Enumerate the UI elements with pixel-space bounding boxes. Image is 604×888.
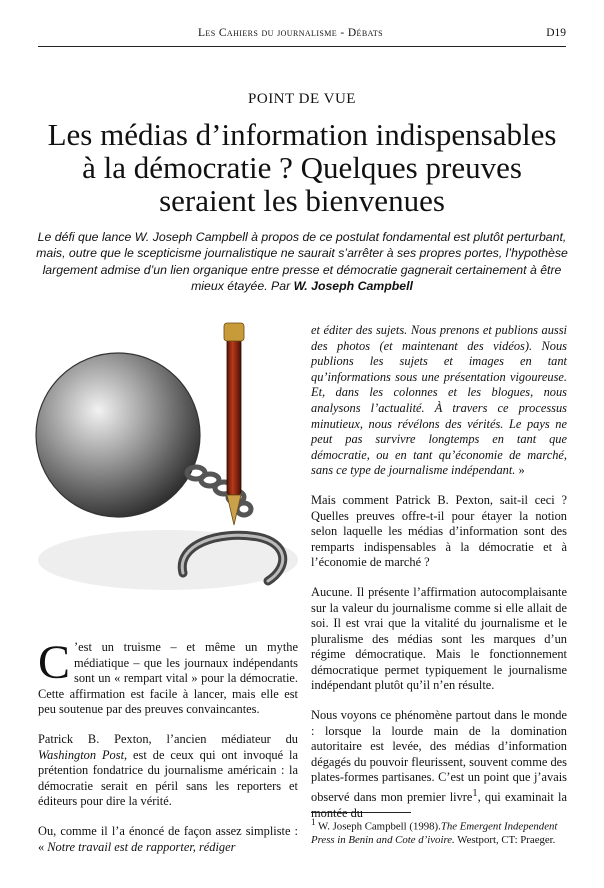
article-lede [30, 229, 574, 295]
paragraph: Mais comment Patrick B. Pexton, sait-il ceci ? Quelles preuves offre-t-il pour étayer la notion selon laquelle les médias d’information sont des remparts indispensables à la démocratie et à l’économie de marché ? [311, 492, 567, 570]
quote-text: et éditer des sujets. Nous prenons et publions aussi des photos (et maintenant des vidéos). Nous publions les sujets et images en tant qu’informations sous une présentation vigoureuse. Et, dans les colonnes et les blogues, nous analysons l’actualité. À travers ce processus minutieux, nous révélons des vérités. Le pays ne peut pas survivre longtemps en tant que démocratie, ou en tant qu’économie de marché, sans ce type de journalisme indépendant. [311, 323, 567, 478]
paragraph-text: , est de ceux qui ont invoqué la prétention fondatrice du journalisme américain : la démocratie serait en péril sans les reporters et éditeurs pour dire la vérité. [38, 747, 298, 809]
footnote-marker: 1 [311, 817, 316, 827]
running-title: Les Cahiers du journalisme - Débats [198, 27, 383, 39]
page-number: D19 [546, 27, 566, 39]
footnote-divider [311, 812, 411, 813]
paragraph-text: ’est un truisme – et même un mythe médiatique – que les journaux indépendants sont un « rempart vital » pour la démocratie. Cette affirmation est facile à lancer, mais elle est peu soutenue par des preuves convaincantes. [38, 640, 298, 717]
book-title: The Emergent Independent Press in Benin and Cote d’ivoire. [311, 820, 558, 846]
paragraph [38, 636, 298, 718]
paragraph-text: Nous voyons ce phénomène partout dans le monde : lorsque la lourde main de la domination autoritaire est levée, des médias d’information dégagés du pouvoir fleurissent, souvent comme des plates-formes partisanes. C’est un point que j’avais observé dans mon premier livre [311, 708, 567, 805]
footnote-text: Westport, CT: Praeger. [454, 833, 556, 846]
paragraph-text: Ou, comme il l’a énoncé de façon assez simpliste : « [38, 823, 298, 854]
paragraph-text: Patrick B. Pexton, l’ancien médiateur du [38, 731, 298, 746]
paragraph [311, 708, 567, 821]
footnote [311, 816, 567, 847]
quote-text: Notre travail est de rapporter, rédiger [47, 839, 236, 854]
footnote-text: W. Joseph Campbell (1998). [315, 820, 441, 833]
paragraph [311, 323, 567, 479]
byline: W. Joseph Campbell [293, 279, 413, 294]
article-title [20, 118, 584, 217]
quote-close: » [515, 463, 525, 478]
publication-name: Washington Post [38, 747, 125, 762]
paragraph [38, 732, 298, 810]
lede-text: Le défi que lance W. Joseph Campbell à propos de ce postulat fondamental est plutôt perturbant, mais, outre que le scepticisme journalistique ne saurait s’arrêter à ses propres portes, l’hypothèse largement admise d’un lien organique entre presse et démocratie gagnerait certainement à être mieux étayée. Par [36, 230, 568, 294]
right-column [311, 323, 567, 835]
ball-and-chain-pen-icon [18, 305, 298, 635]
drop-cap: C [38, 636, 71, 689]
paragraph-text: , qui examinait la montée du [311, 790, 567, 820]
title-line: à la démocratie ? Quelques preuves [82, 150, 522, 185]
running-header [38, 24, 566, 47]
paragraph: Aucune. Il présente l’affirmation autocomplaisante sur la valeur du journalisme comme si elle allait de soi. Il est vrai que la vitalité du journalisme et le pluralisme des médias sont les marques d’un régime démocratique. Mais le fonctionnement démocratique permet typiquement le journalisme indépendant plutôt qu’il n’en résulte. [311, 584, 567, 693]
paragraph [38, 824, 298, 855]
left-column [38, 636, 298, 869]
title-line: seraient les bienvenues [159, 183, 445, 218]
title-line: Les médias d’information indispensables [47, 117, 557, 152]
footnote-ref[interactable]: 1 [472, 788, 478, 800]
section-kicker: POINT DE VUE [248, 91, 356, 107]
